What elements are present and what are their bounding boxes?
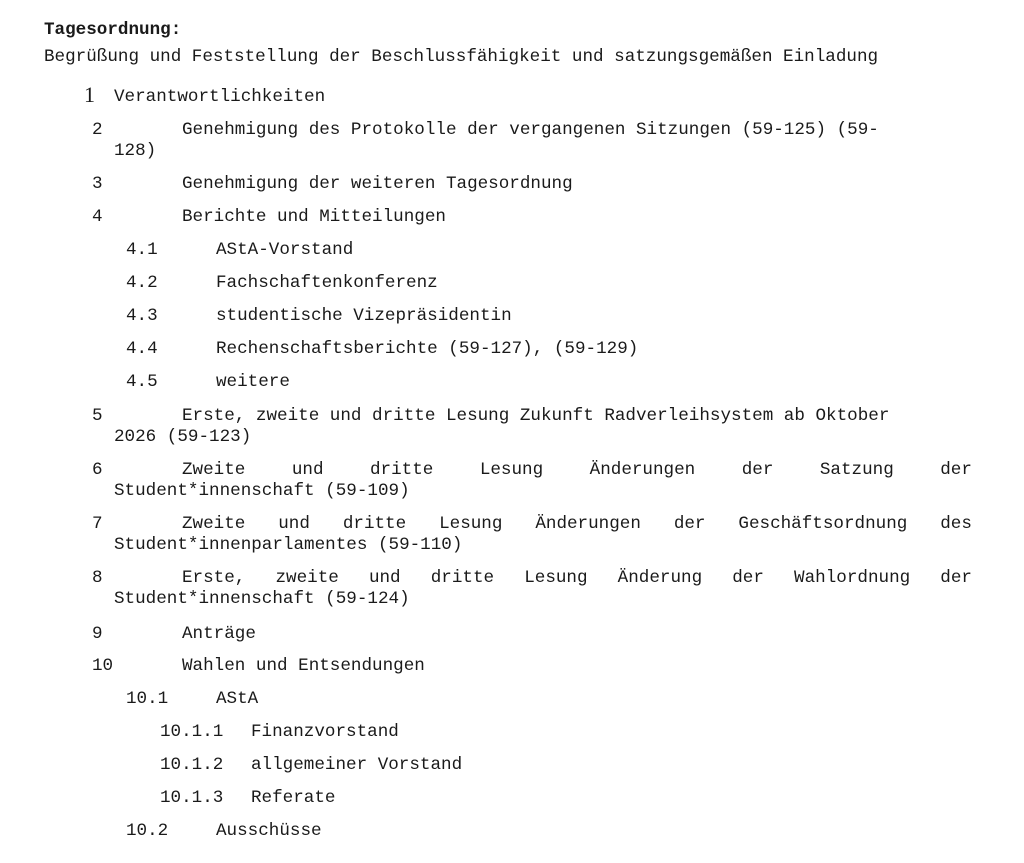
item-word: der (741, 460, 774, 480)
item-word: Satzung (819, 460, 894, 480)
item-text: Anträge (182, 624, 256, 644)
item-number: 1 (84, 82, 95, 107)
item-text (182, 459, 972, 481)
item-word: Änderungen (535, 514, 641, 534)
agenda-intro: Begrüßung und Feststellung der Beschlussfähigkeit und satzungsgemäßen Einladung (44, 47, 879, 67)
item-word: dritte (342, 514, 407, 534)
item-number: 8 (92, 568, 103, 588)
item-text: AStA-Vorstand (216, 240, 354, 260)
item-word: Lesung (524, 568, 588, 588)
agenda-item-6-continuation: Student*innenschaft (59-109) (114, 481, 410, 501)
item-text (182, 567, 972, 589)
item-word: Geschäftsordnung (738, 514, 908, 534)
agenda-item-2-continuation: 128) (114, 141, 157, 161)
item-number: 10.1.3 (160, 788, 224, 808)
item-word: und (368, 568, 401, 588)
item-text: AStA (216, 689, 259, 709)
item-number: 5 (92, 406, 103, 426)
item-text: Referate (251, 788, 336, 808)
item-text: Fachschaftenkonferenz (216, 273, 438, 293)
agenda-item-5-continuation: 2026 (59-123) (114, 427, 252, 447)
item-word: Lesung (479, 460, 544, 480)
item-number: 10.1.1 (160, 722, 224, 742)
item-word: Änderung (617, 568, 703, 588)
item-number: 10.1 (126, 689, 169, 709)
item-word: dritte (430, 568, 495, 588)
item-word: Wahlordnung (794, 568, 911, 588)
item-number: 3 (92, 174, 103, 194)
item-word: zweite (275, 568, 339, 588)
item-text: Ausschüsse (216, 821, 322, 841)
item-text: Berichte und Mitteilungen (182, 207, 446, 227)
item-text: Wahlen und Entsendungen (182, 656, 425, 676)
item-word: und (278, 514, 310, 534)
item-number: 6 (92, 460, 103, 480)
item-word: des (940, 514, 972, 534)
item-text: Verantwortlichkeiten (114, 87, 326, 107)
item-text: Genehmigung des Protokolle der vergangenen Sitzungen (59-125) (59- (182, 120, 879, 140)
item-number: 4.5 (126, 372, 158, 392)
item-number: 7 (92, 514, 103, 534)
item-number: 10.1.2 (160, 755, 224, 775)
item-word: dritte (369, 460, 434, 480)
item-text: Genehmigung der weiteren Tagesordnung (182, 174, 573, 194)
agenda-item-8 (92, 567, 972, 589)
item-text: Finanzvorstand (251, 722, 399, 742)
item-word: Erste, (182, 568, 246, 588)
item-word: der (940, 460, 972, 480)
item-number: 4 (92, 207, 103, 227)
item-text: Rechenschaftsberichte (59-127), (59-129) (216, 339, 639, 359)
item-word: Lesung (439, 514, 503, 534)
item-text: studentische Vizepräsidentin (216, 306, 512, 326)
item-number: 4.4 (126, 339, 158, 359)
agenda-item-8-continuation: Student*innenschaft (59-124) (114, 589, 410, 609)
item-word: der (732, 568, 764, 588)
item-number: 9 (92, 624, 103, 644)
item-word: der (673, 514, 706, 534)
agenda-item-7 (92, 513, 972, 535)
item-number: 4.3 (126, 306, 158, 326)
item-text: allgemeiner Vorstand (251, 755, 463, 775)
agenda-item-6 (92, 459, 972, 481)
item-word: Zweite (182, 460, 246, 480)
item-text (182, 513, 972, 535)
item-word: und (291, 460, 324, 480)
item-word: Änderungen (589, 460, 696, 480)
item-number: 4.1 (126, 240, 158, 260)
item-word: der (940, 568, 972, 588)
item-number: 2 (92, 120, 103, 140)
item-number: 10.2 (126, 821, 169, 841)
item-word: Zweite (182, 514, 246, 534)
agenda-heading: Tagesordnung: (44, 20, 182, 40)
item-number: 10 (92, 656, 114, 676)
item-number: 4.2 (126, 273, 158, 293)
item-text: weitere (216, 372, 290, 392)
agenda-item-7-continuation: Student*innenparlamentes (59-110) (114, 535, 463, 555)
item-text: Erste, zweite und dritte Lesung Zukunft Radverleihsystem ab Oktober (182, 406, 890, 426)
